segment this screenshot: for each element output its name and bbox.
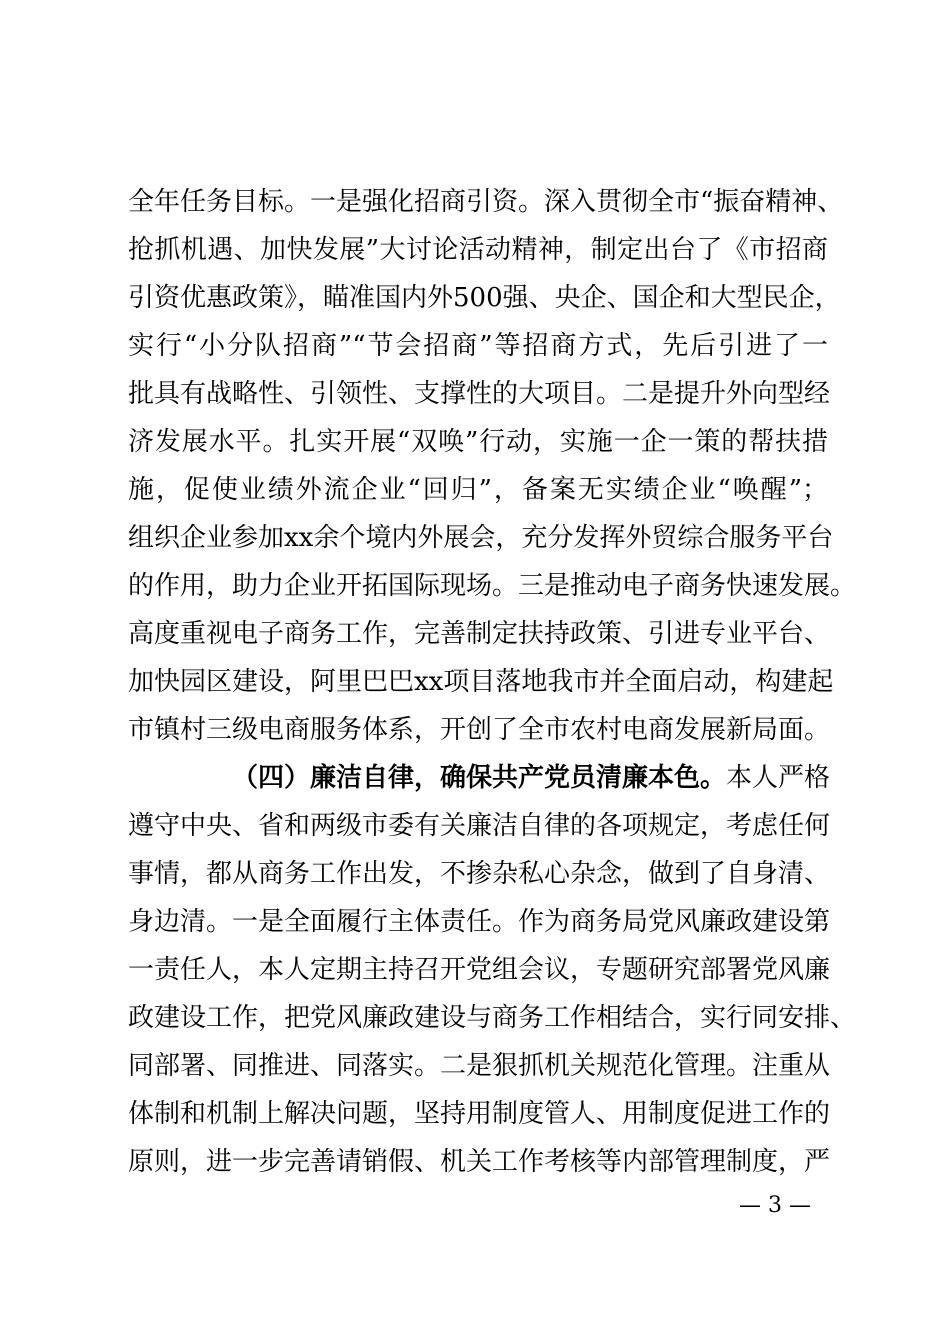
text-line: 身边清。一是全面履行主体责任。作为商务局党风廉政建设第 [128, 907, 831, 937]
text-line: 高度重视电子商务工作，完善制定扶持政策、引进专业平台、 [128, 619, 831, 649]
text-line: 引资优惠政策》，瞄准国内外500强、央企、国企和大型民企， [128, 283, 841, 313]
heading-line-rest: 本人严格 [726, 763, 831, 793]
text-line: 政建设工作，把党风廉政建设与商务工作相结合，实行同安排、 [128, 1003, 857, 1033]
text-line: 实行“小分队招商”“节会招商”等招商方式，先后引进了一 [128, 331, 828, 361]
text-line: 市镇村三级电商服务体系，开创了全市农村电商发展新局面。 [128, 715, 831, 745]
page-number: — 3 — [739, 1193, 811, 1218]
text-line: 原则，进一步完善请销假、机关工作考核等内部管理制度，严 [128, 1147, 831, 1177]
text-line: 抢抓机遇、加快发展”大讨论活动精神，制定出台了《市招商 [128, 235, 828, 265]
section-heading: （四）廉洁自律，确保共产党员清廉本色。 [232, 763, 727, 793]
text-line: 批具有战略性、引领性、支撑性的大项目。二是提升外向型经 [128, 379, 831, 409]
text-line: 遵守中央、省和两级市委有关廉洁自律的各项规定，考虑任何 [128, 811, 831, 841]
text-line: 体制和机制上解决问题，坚持用制度管人、用制度促进工作的 [128, 1099, 831, 1129]
text-line: 全年任务目标。一是强化招商引资。深入贯彻全市“振奋精神、 [128, 187, 844, 217]
text-line: 济发展水平。扎实开展“双唤”行动，实施一企一策的帮扶措 [128, 427, 828, 457]
text-line: 施，促使业绩外流企业“回归”，备案无实绩企业“唤醒”； [128, 475, 828, 505]
text-line: 一责任人，本人定期主持召开党组会议，专题研究部署党风廉 [128, 955, 831, 985]
text-line: 组织企业参加xx余个境内外展会，充分发挥外贸综合服务平台 [128, 523, 834, 553]
text-line: 同部署、同推进、同落实。二是狠抓机关规范化管理。注重从 [128, 1051, 831, 1081]
text-line: 事情，都从商务工作出发，不掺杂私心杂念，做到了自身清、 [128, 859, 831, 889]
paragraph-2-first-line [232, 756, 831, 800]
text-line: 加快园区建设，阿里巴巴xx项目落地我市并全面启动，构建起 [128, 667, 834, 697]
text-line: 的作用，助力企业开拓国际现场。三是推动电子商务快速发展。 [128, 571, 857, 601]
